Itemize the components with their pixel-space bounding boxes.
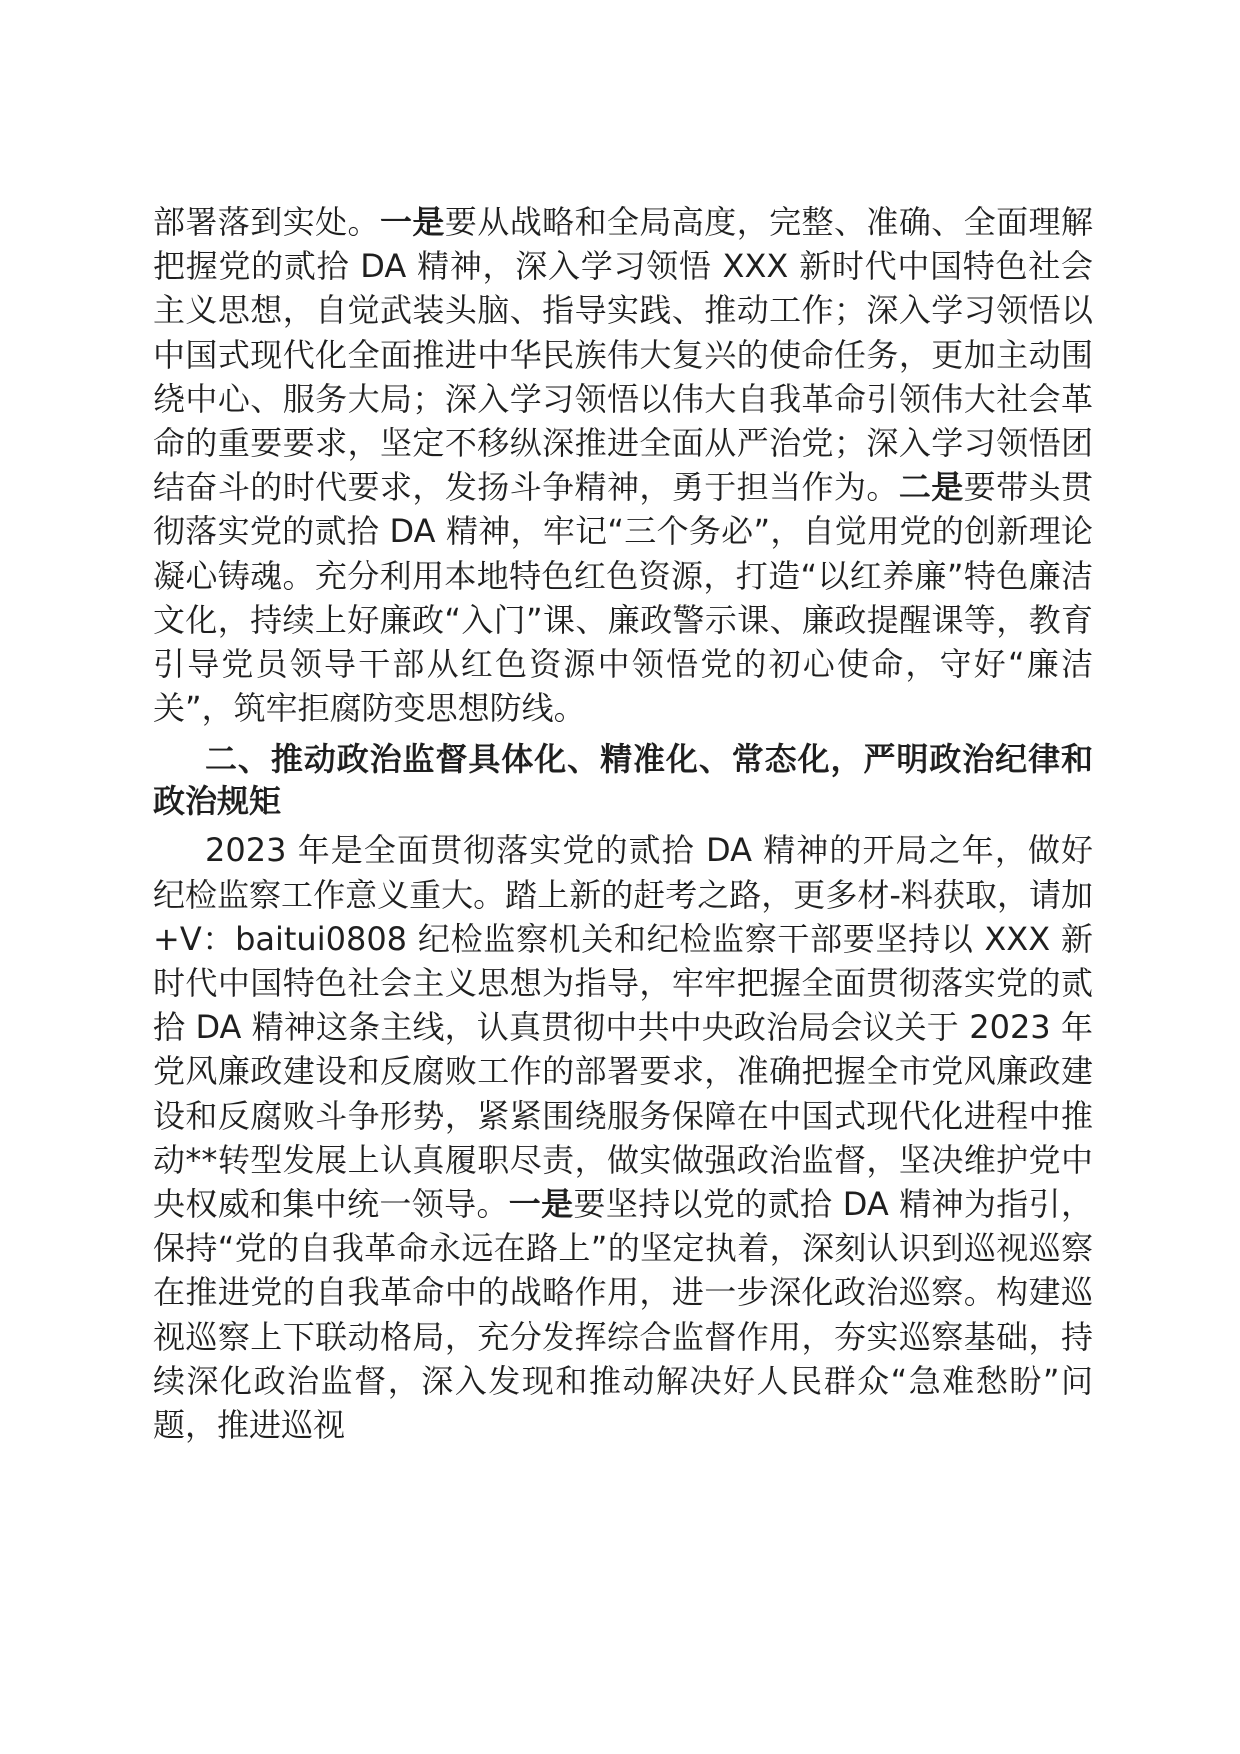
paragraph-text: 要从战略和全局高度，完整、准确、全面理解把握党的贰拾 DA 精神，深入学习领悟 XXX 新时代中国特色社会主义思想，自觉武装头脑、指导实践、推动工作；深入学习领悟以中国式现代化全面推进中华民族伟大复兴的使命任务，更加主动围绕中心、服务大局；深入学习领悟以伟大自我革命引领伟大社会革命的重要要求，坚定不移纵深推进全面从严治党；深入学习领悟团结奋斗的时代要求，发扬斗争精神，勇于担当作为。 — [153, 203, 1093, 507]
document-body — [153, 200, 1093, 1447]
paragraph-text: 2023 年是全面贯彻落实党的贰拾 DA 精神的开局之年，做好纪检监察工作意义重大。踏上新的赶考之路，更多材-料获取，请加+V：baitui0808 纪检监察机关和纪检监察干部要坚持以 XXX 新时代中国特色社会主义思想为指导，牢牢把握全面贯彻落实党的贰拾 DA 精神这条主线，认真贯彻中共中央政治局会议关于 2023 年党风廉政建设和反腐败工作的部署要求，准确把握全市党风廉政建设和反腐败斗争形势，紧紧围绕服务保障在中国式现代化进程中推动**转型发展上认真履职尽责，做实做强政治监督，坚决维护党中央权威和集中统一领导。 — [153, 831, 1093, 1224]
bold-keyword-first: 一是 — [508, 1185, 574, 1224]
paragraph-text: 部署落到实处。 — [153, 203, 380, 241]
paragraph-2023 — [153, 828, 1093, 1447]
bold-keyword-second: 二是 — [898, 468, 964, 507]
paragraph-deployment — [153, 200, 1093, 730]
paragraph-text: 要坚持以党的贰拾 DA 精神为指引，保持“党的自我革命永远在路上”的坚定执着，深刻认识到巡视巡察在推进党的自我革命中的战略作用，进一步深化政治巡察。构建巡视巡察上下联动格局，充分发挥综合监督作用，夯实巡察基础，持续深化政治监督，深入发现和推动解决好人民群众“急难愁盼”问题，推进巡视 — [153, 1185, 1093, 1445]
bold-keyword-first: 一是 — [380, 203, 445, 241]
paragraph-text: 要带头贯彻落实党的贰拾 DA 精神，牢记“三个务必”，自觉用党的创新理论凝心铸魂。充分利用本地特色红色资源，打造“以红养廉”特色廉洁文化，持续上好廉政“入门”课、廉政警示课、廉政提醒课等，教育引导党员领导干部从红色资源中领悟党的初心使命，守好“廉洁关”，筑牢拒腐防变思想防线。 — [153, 468, 1093, 728]
section-heading: 二、推动政治监督具体化、精准化、常态化，严明政治纪律和政治规矩 — [153, 740, 1093, 821]
